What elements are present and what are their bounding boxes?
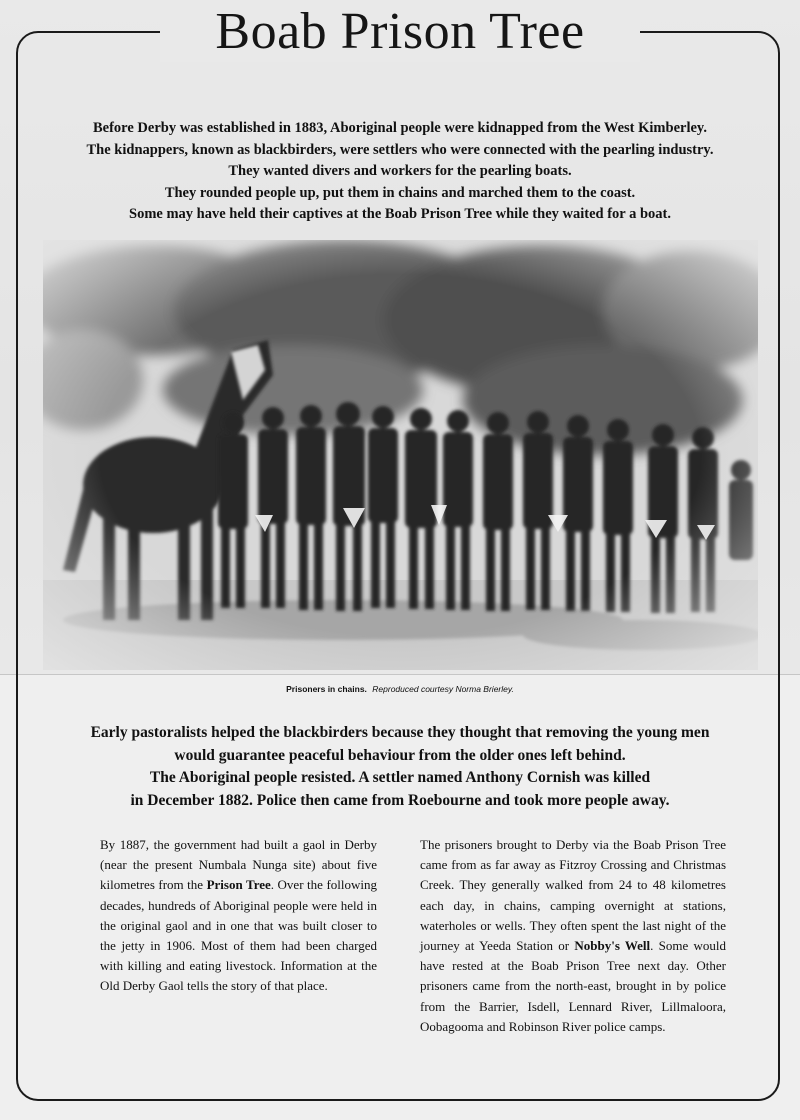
intro-line: They rounded people up, put them in chains and marched them to the coast. bbox=[164, 184, 636, 201]
right-column-text bbox=[420, 835, 726, 1037]
title-banner bbox=[160, 2, 640, 62]
intro-line: They wanted divers and workers for the pearling boats. bbox=[228, 163, 572, 179]
historic-photo-prisoners bbox=[43, 240, 758, 670]
left-column-text bbox=[100, 835, 377, 997]
right-text-bold: Nobby's Well bbox=[574, 938, 651, 954]
intro-line: The kidnappers, known as blackbirders, were settlers who were connected with the pearling industry. bbox=[86, 141, 714, 158]
lead-line: The Aboriginal people resisted. A settler named Anthony Cornish was killed bbox=[149, 769, 651, 786]
intro-line: Before Derby was established in 1883, Aboriginal people were kidnapped from the West Kimberley. bbox=[93, 120, 707, 136]
lead-line: would guarantee peaceful behaviour from the older ones left behind. bbox=[174, 746, 626, 764]
right-text-part-1: The prisoners brought to Derby via the Boab Prison Tree came from as far away as Fitzroy Crossing and Christmas Creek. They generally walked from 24 to 48 kilometres each day, in chains, camping overnight at stations, waterholes or wells. They often spent the last night of the journey at Yeeda Station or bbox=[420, 837, 726, 954]
left-text-part-1: By 1887, the government had built a gaol in Derby (near the present Numbala Nunga site) about five kilometres from the bbox=[100, 837, 377, 893]
lead-line: Early pastoralists helped the blackbirders because they thought that removing the young men bbox=[90, 724, 710, 741]
caption-title: Prisoners in chains. bbox=[286, 684, 367, 694]
lead-text bbox=[40, 722, 760, 812]
page-title: Boab Prison Tree bbox=[215, 3, 585, 60]
intro-text bbox=[40, 118, 760, 226]
photo-vignette bbox=[43, 240, 758, 670]
right-text-part-2: . Some would have rested at the Boab Prison Tree next day. Other prisoners came from the north-east, brought in by police from the Barrier, Isdell, Lennard River, Lillmaloora, Oobagooma and Robinson River police camps. bbox=[420, 938, 726, 1034]
left-text-bold: Prison Tree bbox=[206, 877, 271, 893]
caption-credit: Reproduced courtesy Norma Brierley. bbox=[372, 684, 514, 694]
intro-line: Some may have held their captives at the Boab Prison Tree while they waited for a boat. bbox=[129, 206, 671, 222]
left-text-part-2: . Over the following decades, hundreds of Aboriginal people were held in the original gaol and in one that was built closer to the jetty in 1906. Most of them had been charged with killing and eating livestock. Information at the Old Derby Gaol tells the story of that place. bbox=[100, 877, 378, 994]
photo-caption bbox=[40, 684, 760, 694]
lead-line: in December 1882. Police then came from Roebourne and took more people away. bbox=[130, 791, 670, 809]
